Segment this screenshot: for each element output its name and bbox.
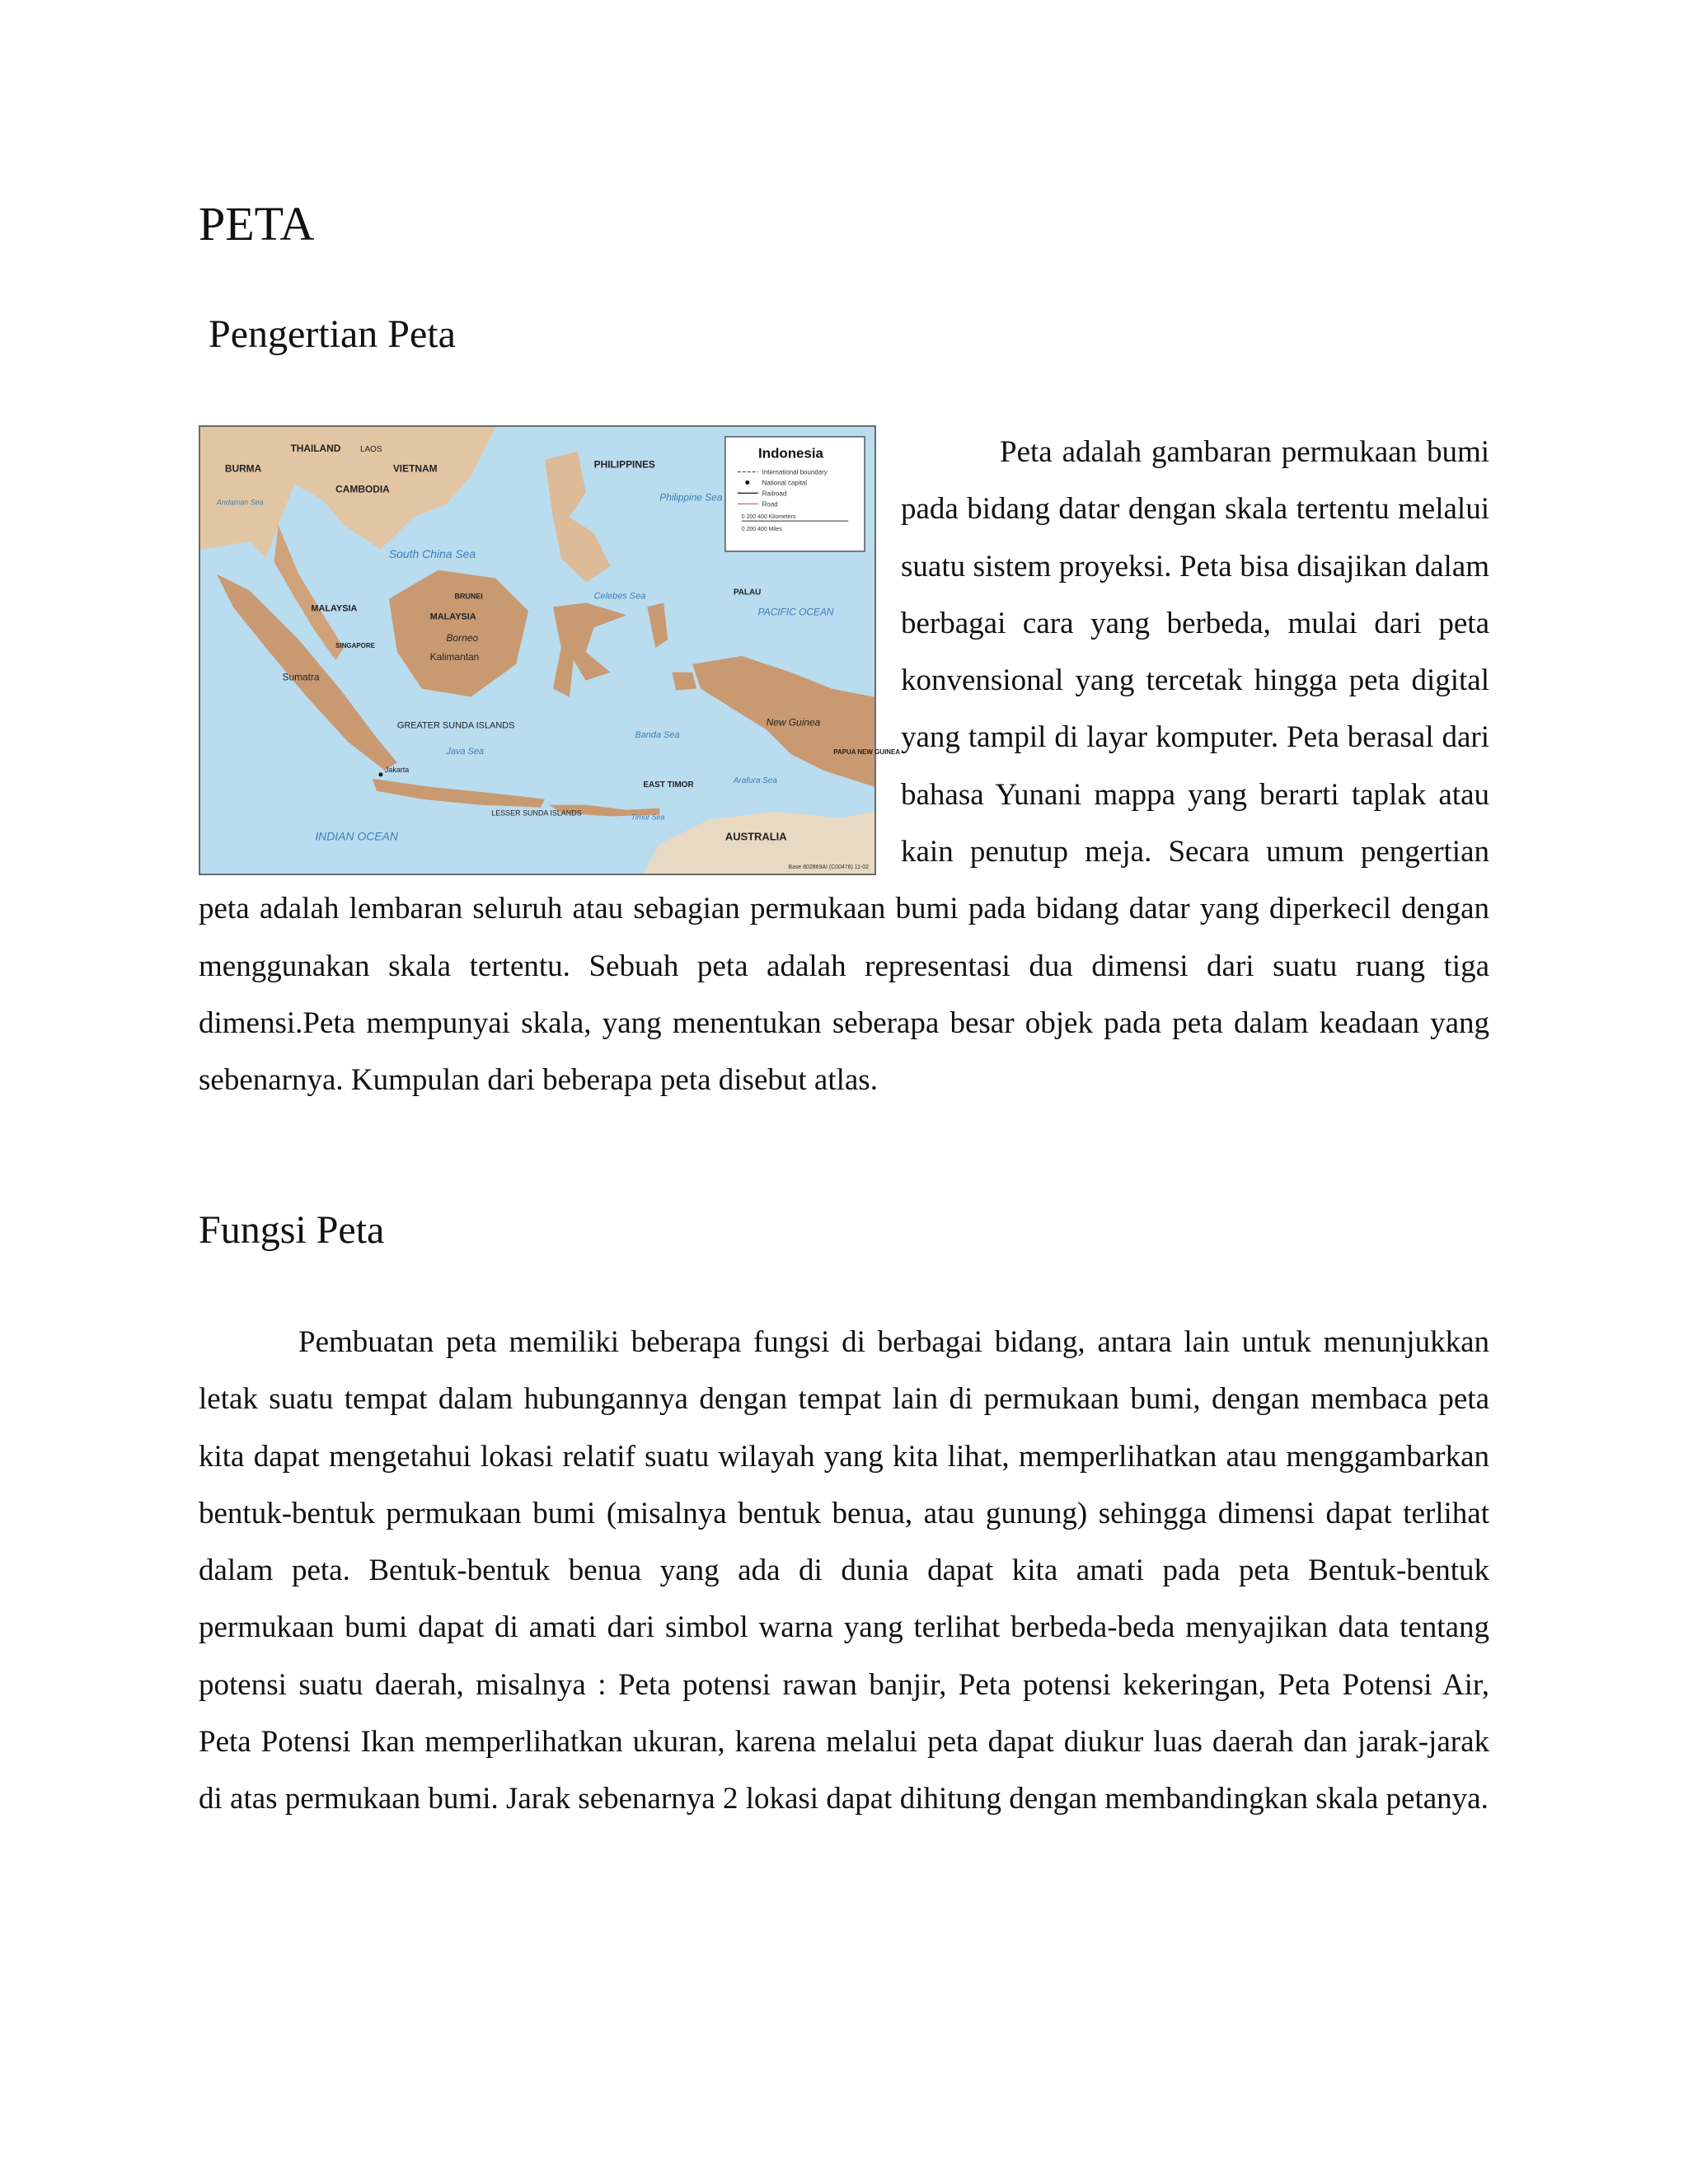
section-fungsi-paragraph: Pembuatan peta memiliki beberapa fungsi di berbagai bidang, antara lain untuk menunjukkan letak suatu tempat dalam hubungannya dengan tempat lain di permukaan bumi, dengan membaca peta kita dapat mengetahui lokasi relatif suatu wilayah yang kita lihat, memperlihatkan atau menggambarkan bentuk-bentuk permukaan bumi (misalnya bentuk benua, atau gunung) sehingga dimensi dapat terlihat dalam peta. Bentuk-bentuk benua yang ada di dunia dapat kita amati pada peta Bentuk-bentuk permukaan bumi dapat di amati dari simbol warna yang terlihat berbeda-beda menyajikan data tentang potensi suatu daerah, misalnya : Peta potensi rawan banjir, Peta potensi kekeringan, Peta Potensi Air, Peta Potensi Ikan memperlihatkan ukuran, karena melalui peta dapat diukur luas daerah dan jarak-jarak di atas permukaan bumi. Jarak sebenarnya 2 lokasi dapat dihitung dengan membandingkan skala petanya. [199,1325,1489,1816]
map-label-java-sea: Java Sea [446,747,485,757]
map-label-timor-sea: Timor Sea [631,813,665,822]
map-label-vietnam: VIETNAM [392,462,438,475]
legend-item-railroad: Railroad [762,490,787,498]
map-label-sumatra: Sumatra [282,671,320,683]
document-title: PETA [199,197,315,251]
map-label-kalimantan: Kalimantan [429,650,480,663]
section-heading-pengertian: Pengertian Peta [209,312,456,356]
map-label-lesser-sunda: LESSER SUNDA ISLANDS [491,808,582,818]
map-label-philippines: PHILIPPINES [593,458,655,471]
map-label-jakarta: Jakarta [384,765,410,774]
map-label-brunei: BRUNEI [454,592,483,601]
map-label-banda-sea: Banda Sea [635,730,680,741]
map-label-greater-sunda: GREATER SUNDA ISLANDS [396,720,515,731]
map-label-malaysia-borneo: MALAYSIA [429,612,476,622]
legend-item-boundary: International boundary [762,468,828,476]
map-label-arafura-sea: Arafura Sea [733,776,777,785]
map-label-thailand: THAILAND [290,442,341,454]
map-label-east-timor: EAST TIMOR [643,780,694,790]
map-label-burma: BURMA [224,462,262,475]
legend-item-road: Road [762,500,778,509]
indonesia-map-graphic [200,427,901,874]
legend-scale-km: 0 200 400 Kilometers [741,514,796,521]
map-label-papua-new-guinea: PAPUA NEW GUINEA [833,748,901,757]
map-label-australia: AUSTRALIA [724,830,787,843]
map-label-laos: LAOS [360,444,382,454]
section-pengertian-paragraph: Peta adalah gambaran permukaan bumi pada bidang datar dengan skala tertentu melalui suatu sistem proyeksi. Peta bisa disajikan dalam berbagai cara yang berbeda, mulai dari peta konvensional yang tercetak hingga peta digital yang tampil di layar komputer. Peta berasal dari bahasa Yunani mappa yang berarti taplak atau kain penutup meja. Secara umum pengertian peta adalah lembaran seluruh atau sebagian permukaan bumi pada bidang datar yang diperkecil dengan menggunakan skala tertentu. Sebuah peta adalah representasi dua dimensi dari suatu ruang tiga dimensi.Peta mempunyai skala, yang menentukan seberapa besar objek pada peta dalam keadaan yang sebenarnya. Kumpulan dari beberapa peta disebut atlas. [199,435,1489,1098]
map-label-singapore: SINGAPORE [335,642,375,650]
map-label-pacific-ocean: PACIFIC OCEAN [757,606,834,618]
map-label-new-guinea: New Guinea [766,716,821,729]
section-pengertian-body [199,424,1489,1109]
map-label-borneo: Borneo [446,632,478,644]
map-label-andaman-sea: Andaman Sea [216,498,264,507]
map-label-celebes-sea: Celebes Sea [593,591,646,602]
map-label-south-china-sea: South China Sea [388,546,476,560]
map-label-malaysia-peninsular: MALAYSIA [311,603,358,614]
legend-item-capital: National capital [762,479,808,487]
indonesia-map-image [199,425,901,875]
map-credit: Base 802869AI (C00476) 11-02 [788,865,870,871]
map-legend-title: Indonesia [758,445,823,462]
legend-scale-miles: 0 200 400 Miles [741,527,782,533]
map-label-philippine-sea: Philippine Sea [659,491,723,504]
map-label-indian-ocean: INDIAN OCEAN [315,829,398,843]
map-label-palau: PALAU [733,588,762,598]
section-heading-fungsi: Fungsi Peta [199,1208,385,1252]
map-label-cambodia: CAMBODIA [335,483,390,495]
